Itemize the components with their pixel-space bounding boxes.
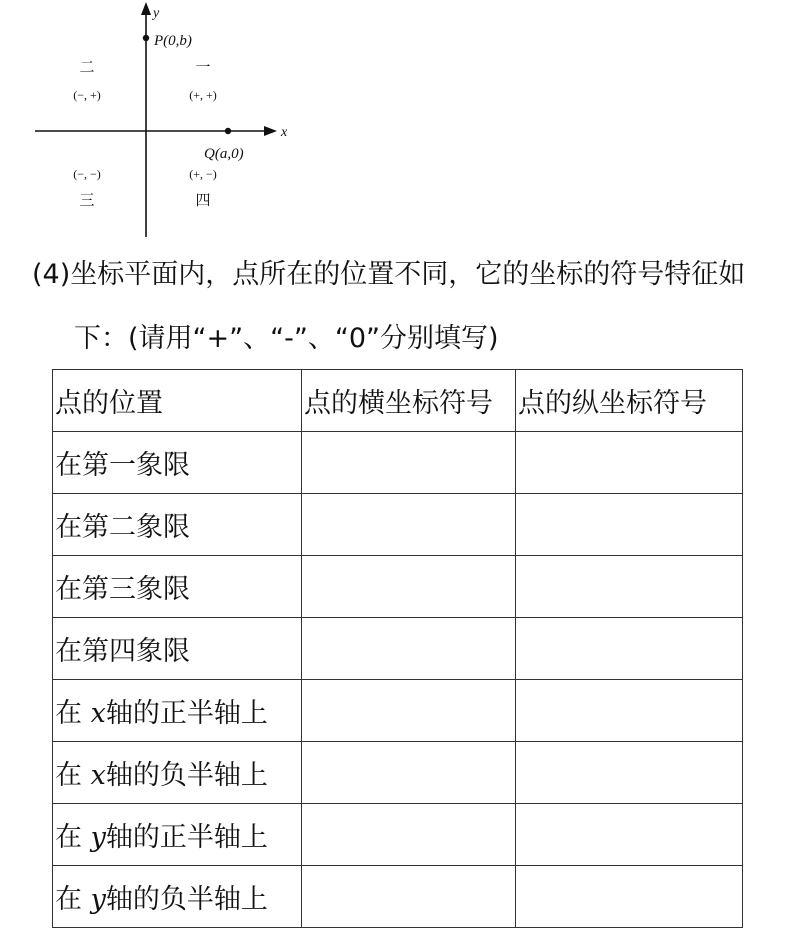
position-cell: 在第二象限: [53, 494, 302, 556]
point-p-label: P(0,b): [154, 33, 192, 49]
sign-table: [52, 369, 743, 928]
table-row: [53, 432, 743, 494]
quadrant-4-signs: (+, −): [189, 167, 217, 181]
y-sign-cell[interactable]: [516, 494, 743, 556]
header-y-sign: 点的纵坐标符号: [516, 370, 743, 432]
point-q-label: Q(a,0): [204, 146, 244, 162]
position-suffix: 轴的负半轴上: [105, 884, 268, 915]
position-cell: 在第四象限: [53, 618, 302, 680]
y-sign-cell[interactable]: [516, 804, 743, 866]
table-row: [53, 866, 743, 928]
x-sign-cell[interactable]: [302, 618, 516, 680]
axis-variable: y: [90, 822, 106, 853]
y-sign-cell[interactable]: [516, 680, 743, 742]
position-suffix: 轴的正半轴上: [105, 822, 268, 853]
table-row: [53, 742, 743, 804]
table-row: [53, 804, 743, 866]
position-suffix: 轴的负半轴上: [105, 760, 268, 791]
x-sign-cell[interactable]: [302, 494, 516, 556]
position-cell: [53, 680, 302, 742]
y-sign-cell[interactable]: [516, 866, 743, 928]
question-text-line-2: 下：(请用“+”、“-”、“0”分别填写): [74, 323, 499, 354]
y-sign-cell[interactable]: [516, 556, 743, 618]
position-cell: 在第三象限: [53, 556, 302, 618]
quadrant-3-name: 三: [79, 193, 95, 209]
table-row: [53, 618, 743, 680]
header-x-sign: 点的横坐标符号: [302, 370, 516, 432]
position-cell: [53, 742, 302, 804]
y-sign-cell[interactable]: [516, 432, 743, 494]
position-prefix: 在: [55, 884, 91, 915]
x-axis-label: x: [281, 125, 288, 140]
axis-variable: x: [90, 760, 106, 791]
table-header-row: [53, 370, 743, 432]
table-row: [53, 556, 743, 618]
point-p-dot: [143, 35, 149, 41]
y-axis-arrow: [141, 2, 151, 15]
y-sign-cell[interactable]: [516, 618, 743, 680]
position-prefix: 在: [55, 698, 91, 729]
quadrant-1-name: 一: [195, 60, 211, 76]
quadrant-3-signs: (−, −): [73, 167, 101, 181]
quadrant-2-signs: (−, +): [73, 88, 101, 102]
axis-variable: x: [90, 698, 106, 729]
table-row: [53, 494, 743, 556]
x-sign-cell[interactable]: [302, 742, 516, 804]
x-sign-cell[interactable]: [302, 680, 516, 742]
x-sign-cell[interactable]: [302, 556, 516, 618]
x-sign-cell[interactable]: [302, 866, 516, 928]
position-suffix: 轴的正半轴上: [105, 698, 268, 729]
x-sign-cell[interactable]: [302, 804, 516, 866]
question-text-line-1: (4)坐标平面内，点所在的位置不同，它的坐标的符号特征如: [32, 259, 746, 290]
position-cell: [53, 866, 302, 928]
x-sign-cell[interactable]: [302, 432, 516, 494]
y-axis-label: y: [153, 6, 160, 21]
coordinate-diagram: [0, 0, 300, 245]
position-cell: [53, 804, 302, 866]
position-cell: 在第一象限: [53, 432, 302, 494]
y-sign-cell[interactable]: [516, 742, 743, 804]
x-axis-arrow: [264, 126, 277, 136]
point-q-dot: [225, 128, 231, 134]
position-prefix: 在: [55, 822, 91, 853]
quadrant-2-name: 二: [79, 60, 95, 76]
axis-variable: y: [90, 884, 106, 915]
header-position: 点的位置: [53, 370, 302, 432]
position-prefix: 在: [55, 760, 91, 791]
table-row: [53, 680, 743, 742]
quadrant-4-name: 四: [195, 193, 211, 209]
quadrant-1-signs: (+, +): [189, 88, 217, 102]
